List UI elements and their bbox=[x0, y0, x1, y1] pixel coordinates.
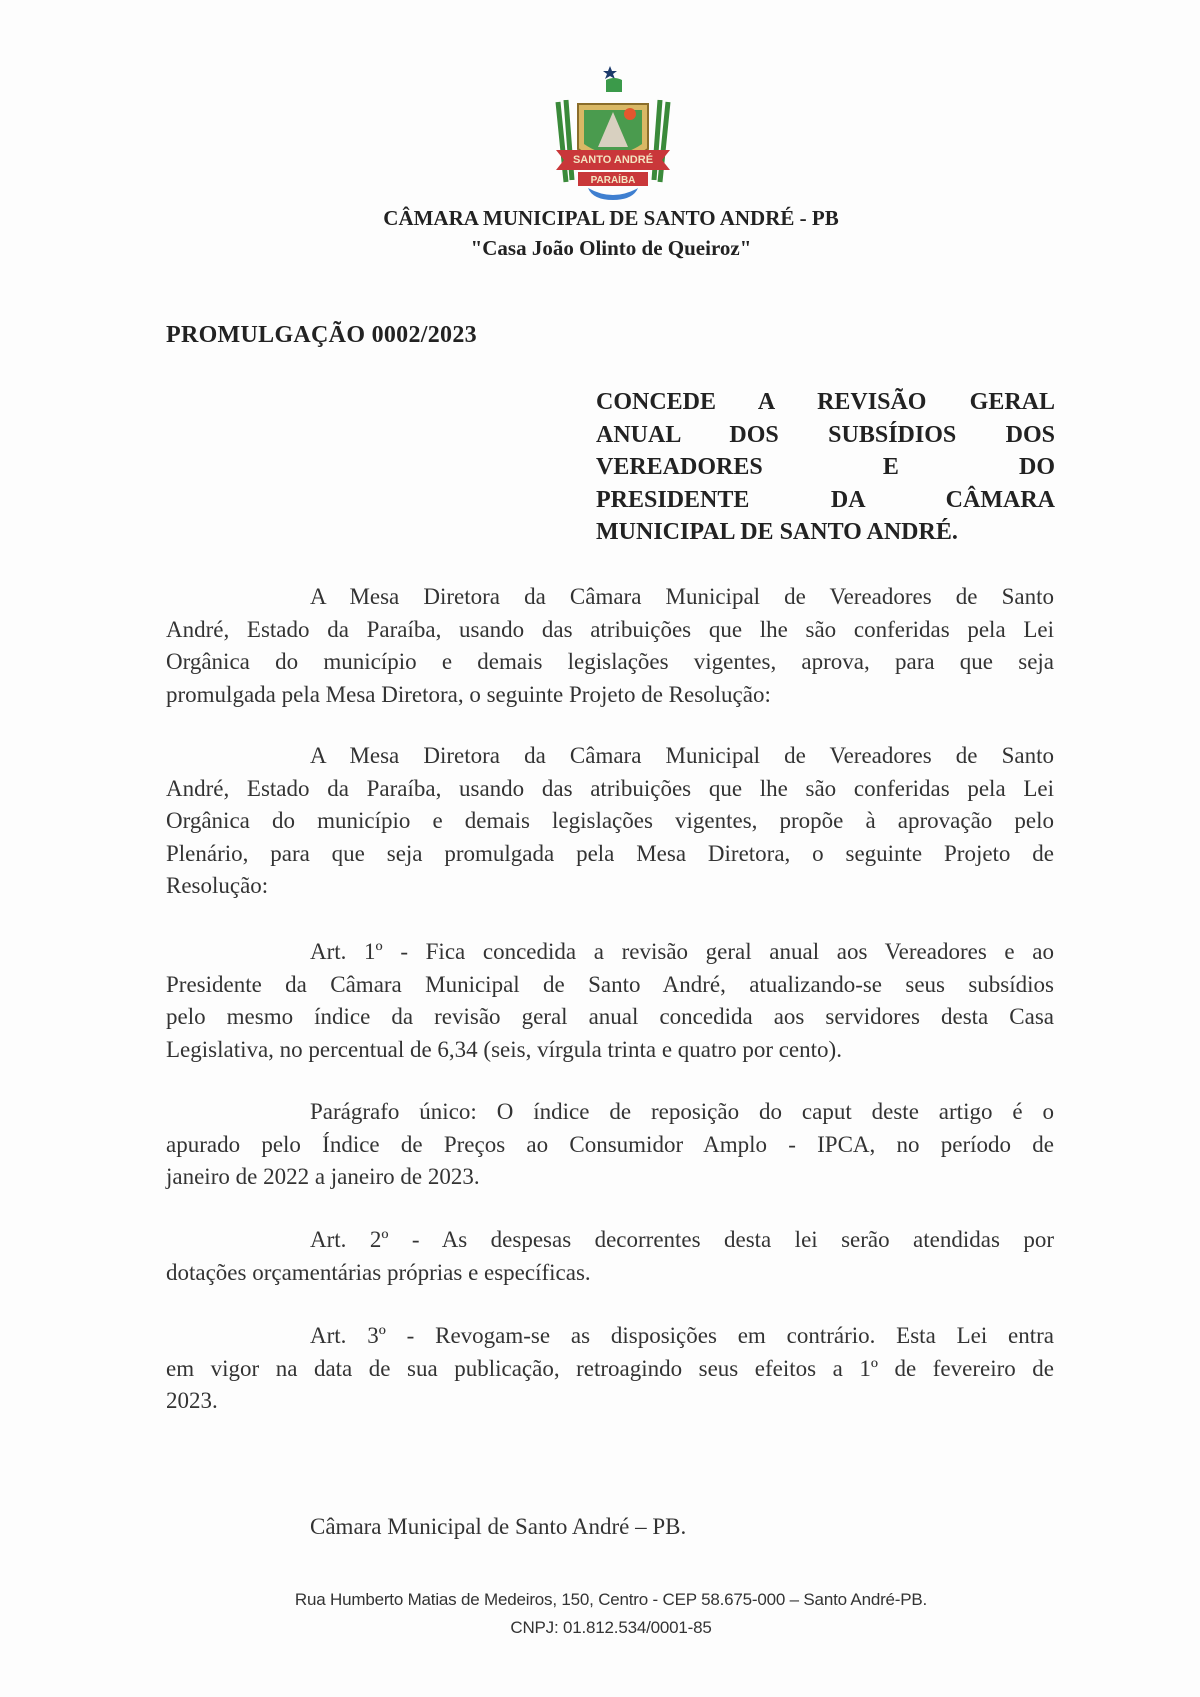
paragraph-line: Resolução: bbox=[166, 873, 269, 899]
article-3 bbox=[166, 1320, 1054, 1418]
article-2 bbox=[166, 1224, 1054, 1289]
institution-name: CÂMARA MUNICIPAL DE SANTO ANDRÉ - PB bbox=[383, 206, 839, 230]
paragraph-line: A Mesa Diretora da Câmara Municipal de Vereadores de Santo bbox=[310, 584, 1054, 609]
svg-text:PARAÍBA: PARAÍBA bbox=[590, 175, 636, 186]
document-title: PROMULGAÇÃO 0002/2023 bbox=[166, 322, 477, 348]
ementa-line: ANUAL DOS SUBSÍDIOS DOS bbox=[596, 421, 1055, 448]
paragraph-line: André, Estado da Paraíba, usando das atribuições que lhe são conferidas pela Lei bbox=[166, 616, 1054, 642]
preamble-paragraph-2 bbox=[166, 740, 1054, 903]
paragraph-line: Parágrafo único: O índice de reposição do caput deste artigo é o bbox=[310, 1099, 1054, 1124]
ementa-line: PRESIDENTE DA CÂMARA bbox=[596, 486, 1055, 513]
paragraph-line: dotações orçamentárias próprias e específicas. bbox=[166, 1259, 591, 1285]
paragraph-line: 2023. bbox=[166, 1388, 218, 1414]
ementa-line: MUNICIPAL DE SANTO ANDRÉ. bbox=[596, 519, 958, 546]
ementa-line: VEREADORES E DO bbox=[596, 454, 1055, 481]
paragraph-line: Presidente da Câmara Municipal de Santo André, atualizando-se seus subsídios bbox=[166, 971, 1054, 997]
paragraph-line: Legislativa, no percentual de 6,34 (seis, vírgula trinta e quatro por cento). bbox=[166, 1036, 842, 1062]
paragraph-line: em vigor na data de sua publicação, retroagindo seus efeitos a 1º de fevereiro de bbox=[166, 1355, 1054, 1381]
paragraph-line: Orgânica do município e demais legislações vigentes, propõe à aprovação pelo bbox=[166, 808, 1054, 834]
paragraph-line: Plenário, para que seja promulgada pela Mesa Diretora, o seguinte Projeto de bbox=[166, 840, 1054, 866]
paragraph-line: apurado pelo Índice de Preços ao Consumidor Amplo - IPCA, no período de bbox=[166, 1131, 1054, 1157]
paragraph-line: Art. 3º - Revogam-se as disposições em contrário. Esta Lei entra bbox=[310, 1323, 1054, 1348]
footer-address: Rua Humberto Matias de Medeiros, 150, Centro - CEP 58.675-000 – Santo André-PB. bbox=[294, 1590, 928, 1609]
municipal-coat-of-arms bbox=[548, 62, 678, 202]
ementa-line: CONCEDE A REVISÃO GERAL bbox=[596, 389, 1055, 415]
house-name: "Casa João Olinto de Queiroz" bbox=[470, 236, 752, 260]
paragraph-line: Orgânica do município e demais legislações vigentes, aprova, para que seja bbox=[166, 649, 1054, 675]
footer-cnpj: CNPJ: 01.812.534/0001-85 bbox=[510, 1618, 712, 1637]
paragraph-line: janeiro de 2022 a janeiro de 2023. bbox=[166, 1164, 480, 1190]
article-1 bbox=[166, 936, 1054, 1066]
ementa bbox=[596, 386, 1055, 549]
closing-signature-line: Câmara Municipal de Santo André – PB. bbox=[310, 1514, 687, 1539]
paragraph-line: Art. 2º - As despesas decorrentes desta lei serão atendidas por bbox=[310, 1227, 1054, 1252]
paragraph-line: promulgada pela Mesa Diretora, o seguinte Projeto de Resolução: bbox=[166, 681, 771, 707]
paragraph-line: A Mesa Diretora da Câmara Municipal de Vereadores de Santo bbox=[310, 743, 1054, 768]
paragraph-line: André, Estado da Paraíba, usando das atribuições que lhe são conferidas pela Lei bbox=[166, 775, 1054, 801]
paragraph-line: pelo mesmo índice da revisão geral anual concedida aos servidores desta Casa bbox=[166, 1004, 1054, 1030]
preamble-paragraph-1 bbox=[166, 581, 1054, 711]
svg-text:SANTO ANDRÉ: SANTO ANDRÉ bbox=[572, 154, 654, 166]
paragraph-unico bbox=[166, 1096, 1054, 1194]
paragraph-line: Art. 1º - Fica concedida a revisão geral anual aos Vereadores e ao bbox=[310, 939, 1054, 964]
